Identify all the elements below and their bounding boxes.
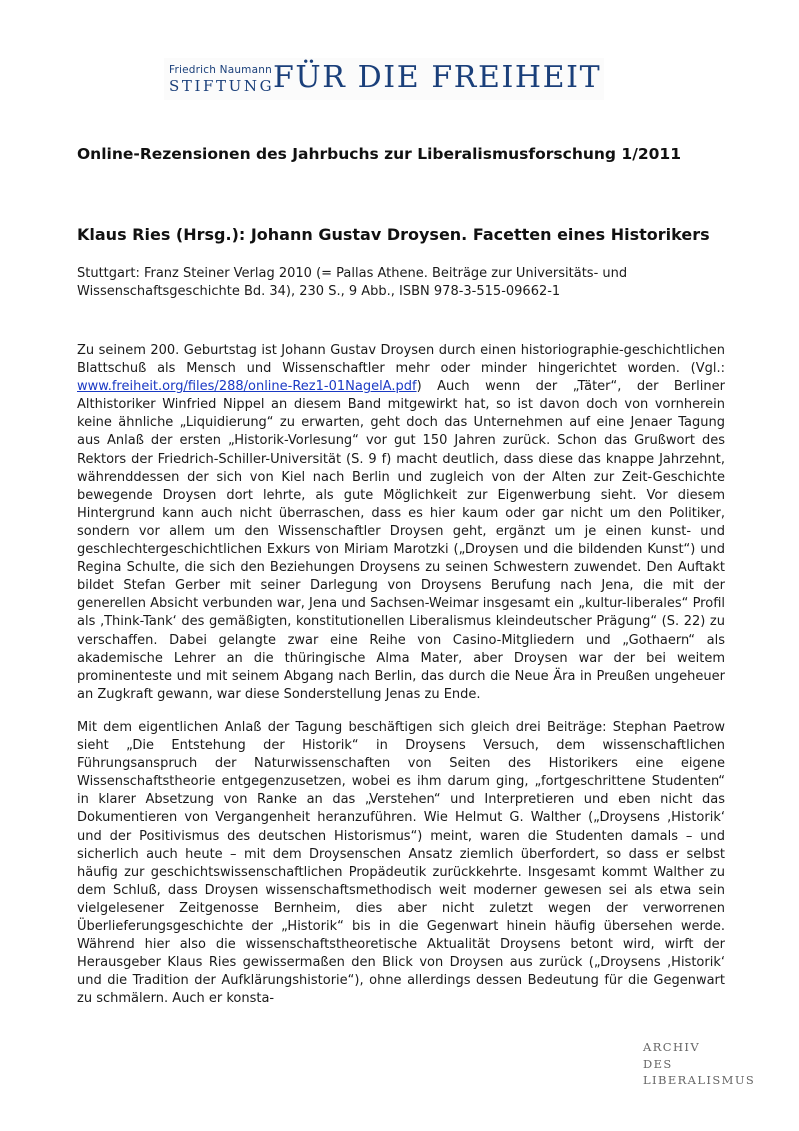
logo-slogan: FÜR DIE FREIHEIT: [273, 60, 602, 95]
book-title: Klaus Ries (Hrsg.): Johann Gustav Droysen. Facetten eines Historikers: [77, 225, 710, 244]
paragraph-1-body: ) Auch wenn der „Täter“, der Berliner Althistoriker Winfried Nippel an diesem Band mitgewirkt hat, so ist davon doch von vornherein keine ähnliche „Liquidierung“ zu erwarten, geht doch das Unternehmen auf eine Jenaer Tagung aus Anlaß der ersten „Historik-Vorlesung“ vor gut 150 Jahren zurück. Schon das Grußwort des Rektors der Friedrich-Schiller-Universität (S. 9 f) macht deutlich, dass diese das knappe Jahrzehnt, währenddessen der sich von Kiel nach Berlin und zugleich von der Alten zur Zeit-Geschichte bewegende Droysen dort lehrte, als gute Möglichkeit zur Eigenwerbung sieht. Vor diesem Hintergrund kann auch nicht überraschen, dass es hier kaum oder gar nicht um den Politiker, sondern vor allem um den Wissenschaftler Droysen geht, ergänzt um je einen kunst- und geschlechtergeschichtlichen Exkurs von Miriam Marotzki („Droysen und die bildenden Kunst“) und Regina Schulte, die sich den Beziehungen Droysens zu seinen Schwestern zuwendet. Den Auftakt bildet Stefan Gerber mit seiner Darlegung von Droysens Berufung nach Jena, die mit der generellen Absicht verbunden war, Jena und Sachsen-Weimar insgesamt ein „kultur-liberales“ Profil als ‚Think-Tank‘ des gemäßigten, konstitutionellen Liberalismus kleindeutscher Prägung“ (S. 22) zu verschaffen. Dabei gelangte zwar eine Reihe von Casino-Mitgliedern und „Gothaern“ als akademische Lehrer an die thüringische Alma Mater, aber Droysen war der bei weitem prominenteste und mit seinem Abgang nach Berlin, das durch die Neue Ära in Preußen ungeheuer an Zugkraft gewann, war diese Sonderstellung Jenas zu Ende.: [77, 379, 725, 702]
archive-logo-line-1: ARCHIV: [643, 1040, 701, 1054]
archive-logo-line-3: LIBERALISMUS: [643, 1073, 756, 1088]
archive-logo: [643, 1039, 755, 1089]
series-title: Online-Rezensionen des Jahrbuchs zur Liberalismusforschung 1/2011: [77, 145, 682, 163]
paragraph-1: [77, 342, 725, 704]
logo-stiftung-word: STIFTUNG: [169, 77, 275, 95]
foundation-logo: [164, 58, 604, 100]
logo-foundation-name: Friedrich Naumann: [169, 64, 272, 76]
bibliography-line: Stuttgart: Franz Steiner Verlag 2010 (= Pallas Athene. Beiträge zur Universitäts- und Wissenschaftsgeschichte Bd. 34), 230 S., 9 Abb., ISBN 978-3-515-09662-1: [77, 266, 628, 300]
review-link[interactable]: www.freiheit.org/files/288/online-Rez1-01NagelA.pdf: [77, 379, 417, 395]
archive-logo-line-2: DES: [643, 1056, 673, 1071]
paragraph-1-intro: Zu seinem 200. Geburtstag ist Johann Gustav Droysen durch einen historiographie-geschichtlichen Blattschuß als Mensch und Wissenschaftler mehr oder minder hingerichtet worden. (Vgl.:: [77, 343, 725, 377]
paragraph-2: Mit dem eigentlichen Anlaß der Tagung beschäftigen sich gleich drei Beiträge: Stephan Paetrow sieht „Die Entstehung der Historik“ in Droysens Versuch, dem wissenschaftlichen Führungsanspruch der Naturwissenschaften von Seiten des Historikers eine eigene Wissenschaftstheorie entgegenzusetzen, wobei es ihm darum ging, „fortgeschrittene Studenten“ in klarer Absetzung von Ranke an das „Verstehen“ und Interpretieren und eben nicht das Dokumentieren von Vergangenheit heranzuführen. Wie Helmut G. Walther („Droysens ‚Historik‘ und der Positivismus des deutschen Historismus“) meint, waren die Studenten damals – und sicherlich auch heute – mit dem Droysenschen Ansatz ziemlich überfordert, so dass er selbst häufig zur geschichtswissenschaftlichen Propädeutik zurückkehrte. Insgesamt kommt Walther zu dem Schluß, dass Droysen wissenschaftsmethodisch weit moderner gewesen sei als etwa sein vielgelesener Zeitgenosse Bernheim, dies aber nicht zuletzt wegen der verworrenen Überlieferungsgeschichte der „Historik“ bis in die Gegenwart hinein häufig übersehen werde. Während hier also die wissenschaftstheoretische Aktualität Droysens betont wird, wirft der Herausgeber Klaus Ries gewissermaßen den Blick von Droysen aus zurück („Droysens ‚Historik‘ und die Tradition der Aufklärungshistorie“), ohne allerdings dessen Bedeutung für die Gegenwart zu schmälern. Auch er konsta-: [77, 720, 725, 1007]
